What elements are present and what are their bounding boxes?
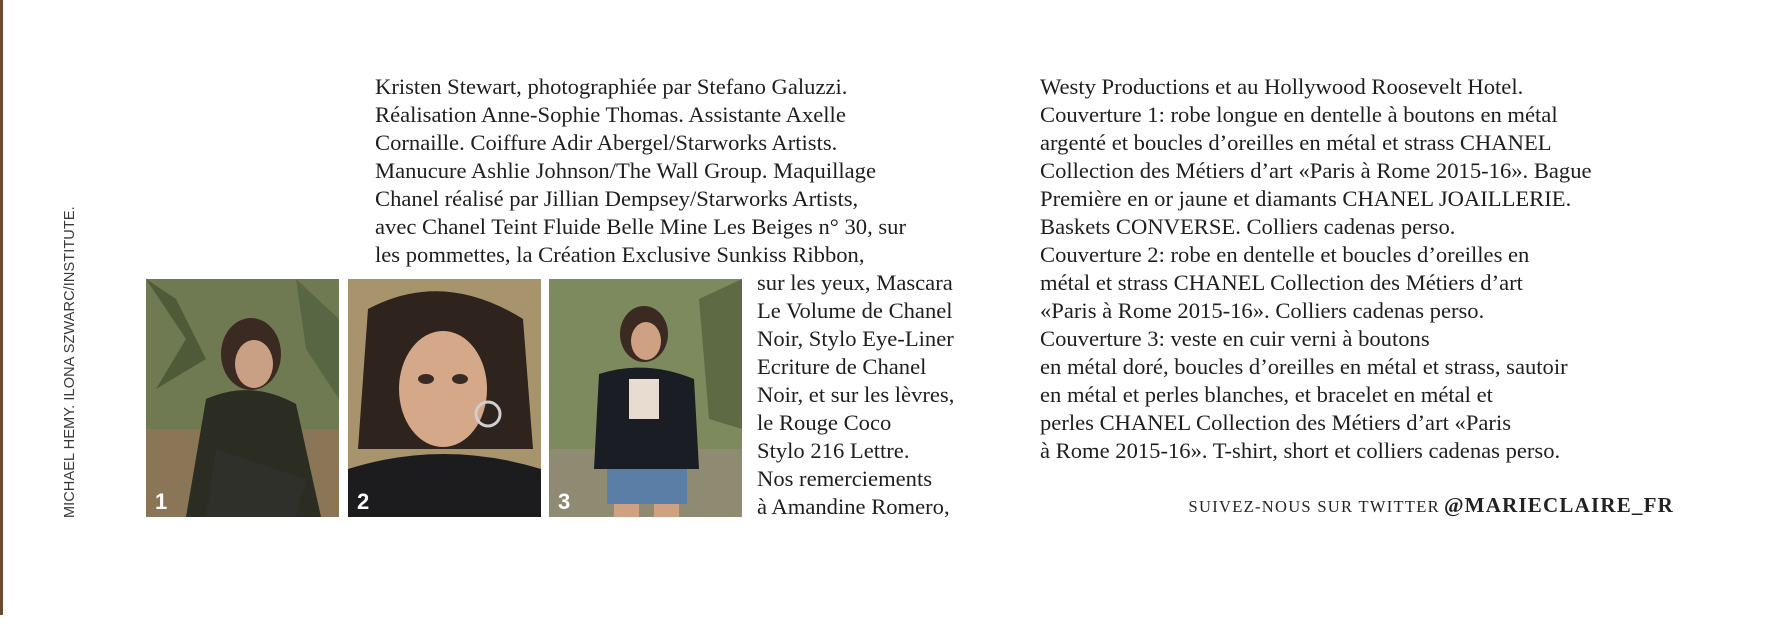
left-narrow-line: Noir, Stylo Eye-Liner — [757, 326, 954, 351]
left-line: Kristen Stewart, photographiée par Stefano Galuzzi. — [375, 74, 848, 99]
thumbnail-2[interactable] — [348, 279, 541, 517]
left-line: Chanel réalisé par Jillian Dempsey/Starworks Artists, — [375, 186, 859, 211]
left-narrow-line: sur les yeux, Mascara — [757, 270, 953, 295]
left-narrow-line: Stylo 216 Lettre. — [757, 438, 910, 463]
left-narrow-line: à Amandine Romero, — [757, 494, 950, 519]
left-narrow-line: Le Volume de Chanel — [757, 298, 953, 323]
thumbnail-number: 2 — [357, 489, 370, 514]
right-line: «Paris à Rome 2015-16». Colliers cadenas perso. — [1040, 298, 1485, 323]
right-line: Couverture 1: robe longue en dentelle à boutons en métal — [1040, 102, 1558, 127]
follow-text: SUIVEZ-NOUS SUR TWITTER — [1188, 497, 1440, 516]
right-line: en métal doré, boucles d’oreilles en métal et strass, sautoir — [1040, 354, 1568, 379]
left-narrow-line: le Rouge Coco — [757, 410, 892, 435]
right-line: Première en or jaune et diamants CHANEL JOAILLERIE. — [1040, 186, 1572, 211]
right-line: Baskets CONVERSE. Colliers cadenas perso. — [1040, 214, 1456, 239]
photo-image — [549, 279, 742, 517]
left-line: Manucure Ashlie Johnson/The Wall Group. Maquillage — [375, 158, 877, 183]
photo-image — [146, 279, 339, 517]
right-line: en métal et perles blanches, et bracelet en métal et — [1040, 382, 1493, 407]
thumbnail-1[interactable] — [146, 279, 339, 517]
twitter-follow — [1172, 493, 1674, 518]
right-line: à Rome 2015-16». T-shirt, short et colliers cadenas perso. — [1040, 438, 1561, 463]
photo-image — [348, 279, 541, 517]
left-line: avec Chanel Teint Fluide Belle Mine Les Beiges n° 30, sur — [375, 214, 906, 239]
photo-credit: MICHAEL HEMY. ILONA SZWARC/INSTITUTE. — [62, 206, 78, 518]
page-edge — [0, 0, 3, 615]
right-line: Couverture 2: robe en dentelle et boucles d’oreilles en — [1040, 242, 1530, 267]
right-line: Westy Productions et au Hollywood Roosevelt Hotel. — [1040, 74, 1524, 99]
right-line: métal et strass CHANEL Collection des Métiers d’art — [1040, 270, 1523, 295]
left-line: Réalisation Anne-Sophie Thomas. Assistante Axelle — [375, 102, 846, 127]
left-narrow-line: Nos remerciements — [757, 466, 933, 491]
left-narrow-line: Ecriture de Chanel — [757, 354, 927, 379]
left-line: Cornaille. Coiffure Adir Abergel/Starworks Artists. — [375, 130, 838, 155]
thumbnail-number: 1 — [155, 489, 168, 514]
right-line: perles CHANEL Collection des Métiers d’art «Paris — [1040, 410, 1512, 435]
right-line: Collection des Métiers d’art «Paris à Rome 2015-16». Bague — [1040, 158, 1592, 183]
right-line: Couverture 3: veste en cuir verni à boutons — [1040, 326, 1430, 351]
right-line: argenté et boucles d’oreilles en métal et strass CHANEL — [1040, 130, 1552, 155]
thumbnail-number: 3 — [558, 489, 571, 514]
twitter-handle-link[interactable]: @MARIECLAIRE_FR — [1443, 493, 1674, 517]
left-line: les pommettes, la Création Exclusive Sunkiss Ribbon, — [375, 242, 865, 267]
thumbnail-3[interactable] — [549, 279, 742, 517]
left-narrow-line: Noir, et sur les lèvres, — [757, 382, 955, 407]
